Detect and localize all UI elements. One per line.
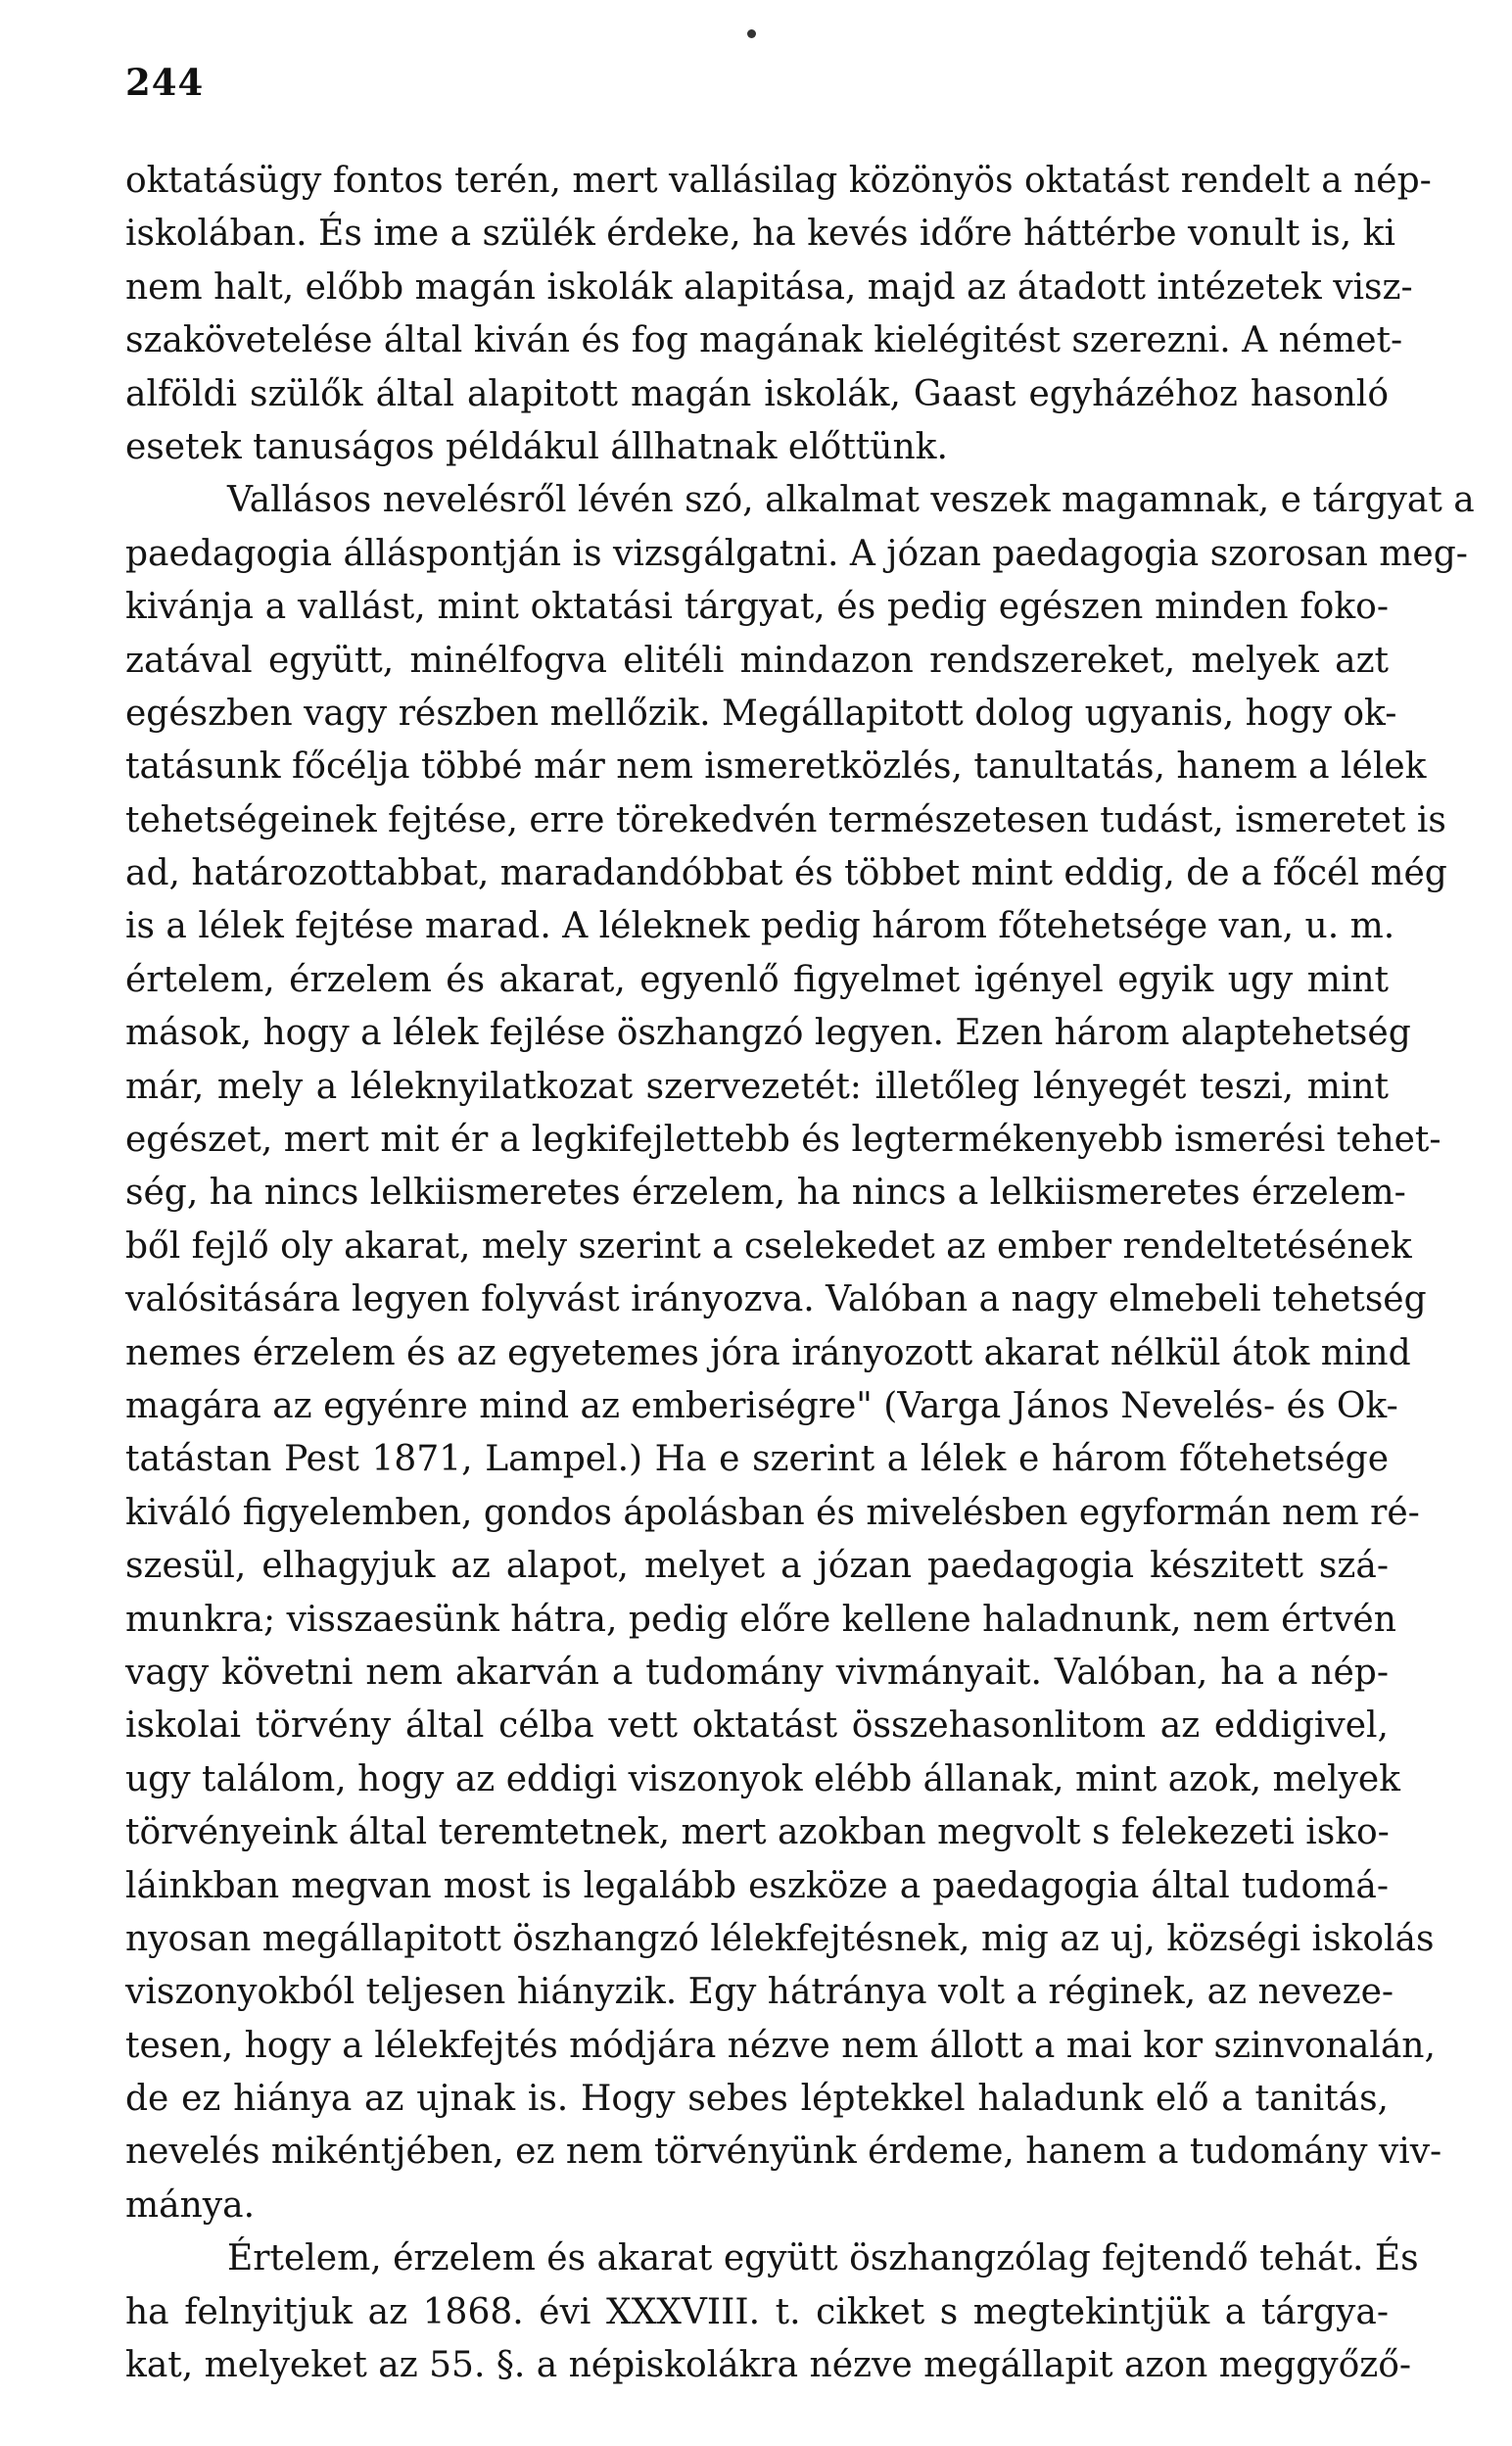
text-line: tatástan Pest 1871, Lampel.) Ha e szerint a lélek e három főtehetsége [125, 1439, 1389, 1480]
text-line: nyosan megállapitott öszhangzó lélekfejtésnek, mig az uj, községi iskolás [125, 1918, 1435, 1959]
text-line: ből fejlő oly akarat, mely szerint a cselekedet az ember rendeltetésének [125, 1225, 1412, 1267]
text-line: tesen, hogy a lélekfejtés módjára nézve nem állott a mai kor szinvonalán, [125, 2025, 1436, 2066]
text-line: paedagogia álláspontján is vizsgálgatni. A józan paedagogia szorosan meg- [125, 533, 1468, 574]
paragraph-1 [125, 155, 1432, 474]
ink-speck [747, 29, 756, 38]
body-text [125, 155, 1475, 2392]
text-line: iskolában. És ime a szülék érdeke, ha kevés időre háttérbe vonult is, ki [125, 214, 1395, 255]
text-line: már, mely a léleknyilatkozat szervezetét: illetőleg lényegét teszi, mint [125, 1066, 1389, 1107]
text-line: láinkban megvan most is legalább eszköze a paedagogia által tudomá- [125, 1865, 1389, 1906]
text-line: Értelem, érzelem és akarat együtt öszhangzólag fejtendő tehát. És [227, 2238, 1419, 2279]
text-line: ugy találom, hogy az eddigi viszonyok elébb állanak, mint azok, melyek [125, 1758, 1400, 1799]
text-line: tatásunk főcélja többé már nem ismeretközlés, tanultatás, hanem a lélek [125, 746, 1427, 788]
text-line: kat, melyeket az 55. §. a népiskolákra nézve megállapit azon meggyőző- [125, 2345, 1412, 2386]
text-line: egészben vagy részben mellőzik. Megállapitott dolog ugyanis, hogy ok- [125, 693, 1397, 734]
paragraph-2 [125, 474, 1475, 2232]
text-line: iskolai törvény által célba vett oktatást összehasonlitom az eddigivel, [125, 1705, 1389, 1747]
text-line: valósitására legyen folyvást irányozva. Valóban a nagy elmebeli tehetség [125, 1279, 1427, 1320]
text-line: mások, hogy a lélek fejlése öszhangzó legyen. Ezen három alaptehetség [125, 1013, 1411, 1054]
text-line: kiváló figyelemben, gondos ápolásban és mivelésben egyformán nem ré- [125, 1492, 1420, 1533]
text-line: zatával együtt, minélfogva elitéli mindazon rendszereket, melyek azt [125, 640, 1389, 681]
page-number: 244 [125, 61, 205, 104]
text-line: viszonyokból teljesen hiányzik. Egy hátránya volt a réginek, az neveze- [125, 1972, 1394, 2013]
text-line: oktatásügy fontos terén, mert vallásilag közönyös oktatást rendelt a nép- [125, 161, 1432, 201]
text-line: de ez hiánya az ujnak is. Hogy sebes léptekkel haladunk elő a tanitás, [125, 2079, 1389, 2120]
text-line: ad, határozottabbat, maradandóbbat és többet mint eddig, de a főcél még [125, 853, 1447, 894]
text-line: munkra; visszaesünk hátra, pedig előre kellene haladnunk, nem értvén [125, 1599, 1396, 1640]
text-line: ha felnyitjuk az 1868. évi XXXVIII. t. cikket s megtekintjük a tárgya- [125, 2291, 1389, 2332]
text-line: magára az egyénre mind az emberiségre" (Varga János Nevelés- és Ok- [125, 1385, 1398, 1426]
text-line: vagy követni nem akarván a tudomány vivmányait. Valóban, ha a nép- [125, 1652, 1389, 1693]
text-line: tehetségeinek fejtése, erre törekedvén természetesen tudást, ismeretet is [125, 799, 1446, 840]
text-line: egészet, mert mit ér a legkifejlettebb és legtermékenyebb ismerési tehet- [125, 1120, 1441, 1161]
text-line: ség, ha nincs lelkiismeretes érzelem, ha nincs a lelkiismeretes érzelem- [125, 1173, 1406, 1214]
text-line: Vallásos nevelésről lévén szó, alkalmat veszek magamnak, e tárgyat a [227, 480, 1475, 521]
text-line: alföldi szülők által alapitott magán iskolák, Gaast egyházéhoz hasonló [125, 373, 1389, 414]
text-line: nevelés mikéntjében, ez nem törvényünk érdeme, hanem a tudomány viv- [125, 2132, 1442, 2173]
text-line: törvényeink által teremtetnek, mert azokban megvolt s felekezeti isko- [125, 1812, 1390, 1853]
text-line: mánya. [125, 2184, 256, 2226]
text-line: nemes érzelem és az egyetemes jóra irányozott akarat nélkül átok mind [125, 1332, 1411, 1373]
text-line: szesül, elhagyjuk az alapot, melyet a józan paedagogia készitett szá- [125, 1546, 1389, 1587]
text-line: értelem, érzelem és akarat, egyenlő figyelmet igényel egyik ugy mint [125, 959, 1389, 1000]
text-line: nem halt, előbb magán iskolák alapitása, majd az átadott intézetek visz- [125, 266, 1413, 308]
text-line: is a lélek fejtése marad. A léleknek pedig három főtehetsége van, u. m. [125, 906, 1395, 947]
paragraph-3 [125, 2232, 1419, 2392]
text-line: kivánja a vallást, mint oktatási tárgyat, és pedig egészen minden foko- [125, 587, 1389, 628]
text-line: esetek tanuságos példákul állhatnak előttünk. [125, 426, 948, 467]
text-line: szakövetelése által kiván és fog magának kielégitést szerezni. A német- [125, 320, 1403, 361]
